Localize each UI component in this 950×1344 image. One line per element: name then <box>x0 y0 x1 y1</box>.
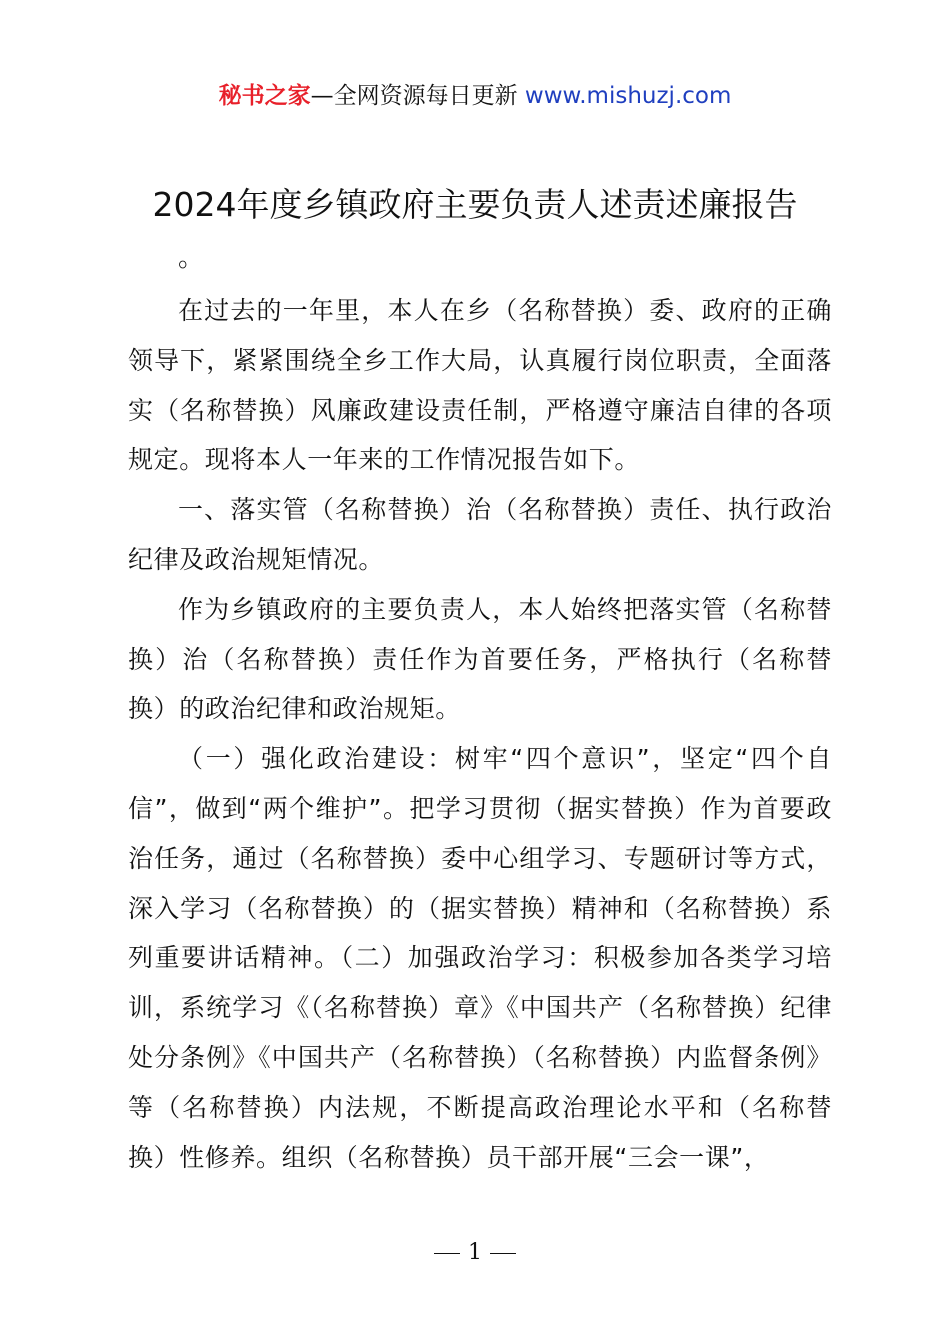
brand-name: 秘书之家 <box>218 83 311 109</box>
page-footer <box>0 1238 950 1268</box>
paragraph-responsibility: 作为乡镇政府的主要负责人，本人始终把落实管（名称替换）治（名称替换）责任作为首要任务，严格执行（名称替换）的政治纪律和政治规矩。 <box>128 594 832 724</box>
brand-url[interactable]: www.mishuzj.com <box>524 83 732 109</box>
stray-period: 。 <box>178 243 205 273</box>
footer-dash-right <box>490 1253 516 1254</box>
page-number: 1 <box>468 1240 482 1265</box>
paragraph-section-heading: 一、落实管（名称替换）治（名称替换）责任、执行政治纪律及政治规矩情况。 <box>128 495 832 574</box>
paragraph-intro: 在过去的一年里，本人在乡（名称替换）委、政府的正确领导下，紧紧围绕全乡工作大局，认真履行岗位职责，全面落实（名称替换）风廉政建设责任制，严格遵守廉洁自律的各项规定。现将本人一年来的工作情况报告如下。 <box>128 296 832 475</box>
site-watermark-header <box>0 80 950 112</box>
brand-slogan: —全网资源每日更新 <box>310 83 518 109</box>
footer-dash-left <box>434 1253 460 1254</box>
paragraph-political-building: （一）强化政治建设：树牢“四个意识”，坚定“四个自信”，做到“两个维护”。把学习贯彻（据实替换）作为首要政治任务，通过（名称替换）委中心组学习、专题研讨等方式，深入学习（名称替换）的（据实替换）精神和（名称替换）系列重要讲话精神。（二）加强政治学习：积极参加各类学习培训，系统学习《（名称替换）章》《中国共产（名称替换）纪律处分条例》《中国共产（名称替换）（名称替换）内监督条例》等（名称替换）内法规，不断提高政治理论水平和（名称替换）性修养。组织（名称替换）员干部开展“三会一课”， <box>128 744 832 1172</box>
document-body <box>128 286 832 1182</box>
document-title: 2024年度乡镇政府主要负责人述责述廉报告 <box>152 185 798 224</box>
